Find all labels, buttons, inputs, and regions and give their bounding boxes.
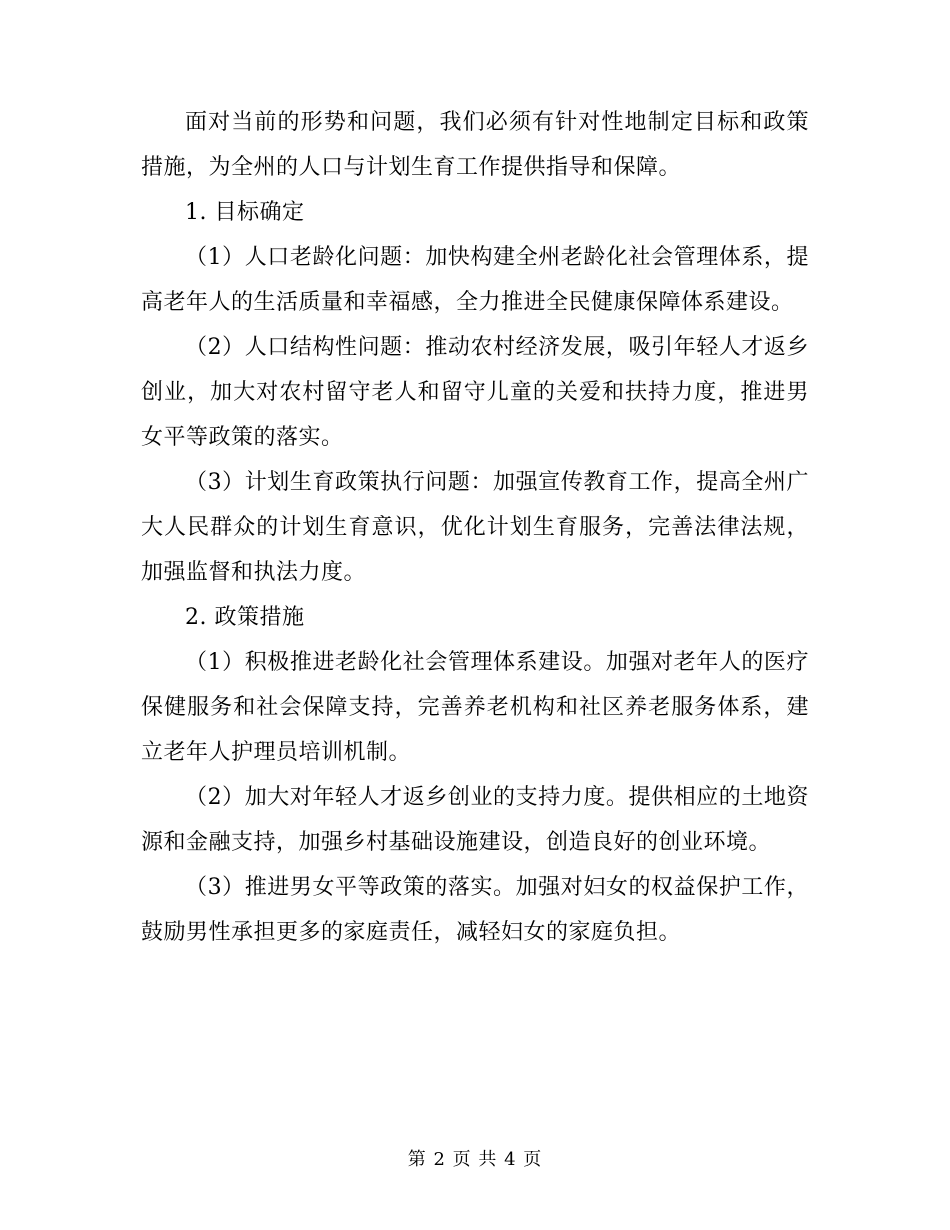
paragraph-measure-gender-equality: （3）推进男女平等政策的落实。加强对妇女的权益保护工作，鼓励男性承担更多的家庭责任，减轻妇女的家庭负担。	[141, 875, 809, 945]
section-heading-measures: 2. 政策措施	[185, 605, 305, 630]
paragraph-measure-youth-return: （2）加大对年轻人才返乡创业的支持力度。提供相应的土地资源和金融支持，加强乡村基础设施建设，创造良好的创业环境。	[141, 785, 809, 855]
paragraph-intro: 面对当前的形势和问题，我们必须有针对性地制定目标和政策措施，为全州的人口与计划生育工作提供指导和保障。	[141, 110, 809, 180]
section-heading-goals: 1. 目标确定	[185, 200, 305, 225]
document-body	[141, 100, 809, 955]
paragraph-goal-policy-execution: （3）计划生育政策执行问题：加强宣传教育工作，提高全州广大人民群众的计划生育意识，优化计划生育服务，完善法律法规，加强监督和执法力度。	[141, 470, 809, 585]
page-number-footer: 第 2 页 共 4 页	[407, 1149, 543, 1170]
paragraph-goal-aging: （1）人口老龄化问题：加快构建全州老龄化社会管理体系，提高老年人的生活质量和幸福感，全力推进全民健康保障体系建设。	[141, 245, 809, 315]
paragraph-measure-aging-system: （1）积极推进老龄化社会管理体系建设。加强对老年人的医疗保健服务和社会保障支持，完善养老机构和社区养老服务体系，建立老年人护理员培训机制。	[141, 650, 809, 765]
paragraph-goal-structure: （2）人口结构性问题：推动农村经济发展，吸引年轻人才返乡创业，加大对农村留守老人和留守儿童的关爱和扶持力度，推进男女平等政策的落实。	[141, 335, 809, 450]
